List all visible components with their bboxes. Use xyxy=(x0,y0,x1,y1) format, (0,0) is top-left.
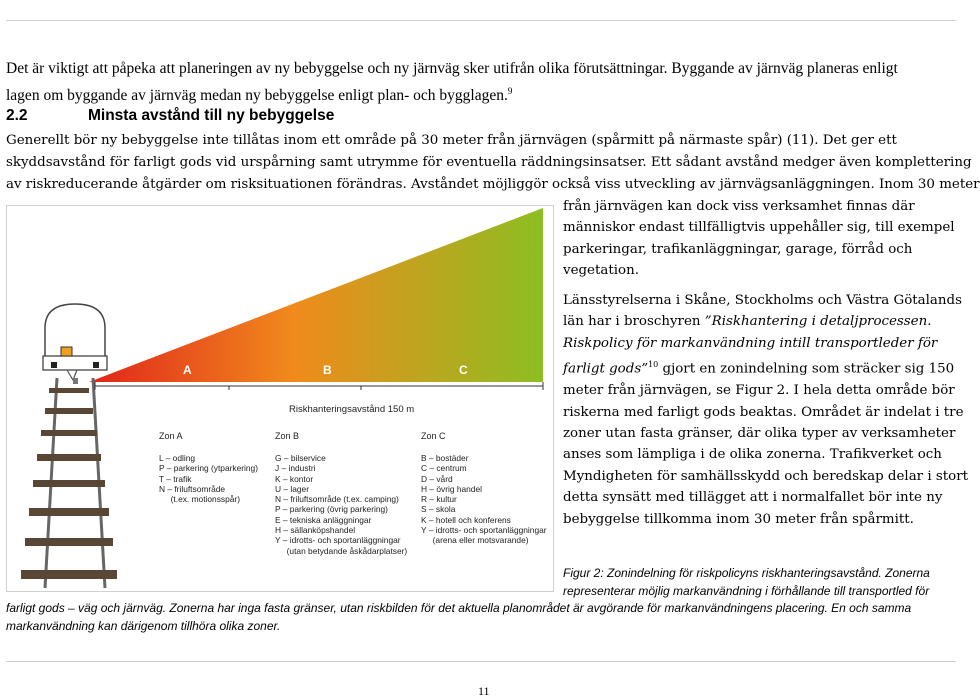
list-item: G – bilservice xyxy=(275,453,326,463)
body-line-2: skyddsavstånd för farligt gods vid urspårning samt utrymme för eventuella räddningsinsatser. Ett sådant avstånd medger även komplettering xyxy=(6,155,972,170)
footnote-ref: 9 xyxy=(507,86,513,96)
top-rule xyxy=(6,20,956,21)
list-item: R – kultur xyxy=(421,494,457,505)
intro-paragraph xyxy=(6,58,956,107)
zone-a-list xyxy=(159,453,258,504)
list-item: S – skola xyxy=(421,504,456,515)
list-item: (utan betydande åskådarplatser) xyxy=(275,545,408,556)
zoning-figure xyxy=(6,205,554,592)
railway-track-icon xyxy=(21,378,117,588)
list-item: J – industri xyxy=(275,463,316,474)
caption-line-2: representerar möjlig markanvändning i förhållande till transportled för xyxy=(563,584,930,598)
body-line-3: av riskreducerande åtgärder om risksituationen förändras. Avståndet möjliggör också viss utveckling av järnvägsanläggningen. Inom 30 meter xyxy=(6,177,980,192)
list-item: (arena eller motsvarande) xyxy=(421,535,529,546)
zone-c-title: Zon C xyxy=(421,431,446,441)
list-item: D – vård xyxy=(421,473,453,484)
list-item: N – friluftsområde (t.ex. camping) xyxy=(275,494,399,505)
page-number: 11 xyxy=(478,684,490,698)
list-item: L – odling xyxy=(159,453,196,463)
caption-line-1: Figur 2: Zonindelning för riskpolicyns riskhanteringsavstånd. Zonerna xyxy=(563,566,930,580)
caption-line-4: markanvändning kan därigenom tillhöra olika zoner. xyxy=(6,619,281,633)
list-item: K – hotell och konferens xyxy=(421,514,511,525)
list-item: N – friluftsområde xyxy=(159,483,226,494)
train-icon xyxy=(43,304,107,384)
distance-label: Riskhanteringsavstånd 150 m xyxy=(289,404,415,415)
zone-b-title: Zon B xyxy=(275,431,300,441)
section-heading xyxy=(6,107,334,125)
zone-letter-a: A xyxy=(183,363,192,377)
list-item: U – lager xyxy=(275,483,309,494)
zone-letter-b: B xyxy=(323,363,332,377)
list-item: Y – idrotts- och sportanläggningar xyxy=(421,525,547,536)
intro-line-2: lagen om byggande av järnväg medan ny bebyggelse enligt plan- och bygglagen.$^9$ xyxy=(6,86,513,105)
intro-line-1: Det är viktigt att påpeka att planeringen av ny bebyggelse och ny järnväg sker utifrån olika förutsättningar. Byggande av järnväg planeras enligt xyxy=(6,60,898,77)
distance-arrow xyxy=(95,382,543,390)
list-item: P – parkering (övrig parkering) xyxy=(275,504,388,515)
list-item: E – tekniska anläggningar xyxy=(275,514,372,525)
list-item: H – sällanköpshandel xyxy=(275,525,356,536)
list-item: P – parkering (ytparkering) xyxy=(159,463,258,474)
caption-line-3: farligt gods – väg och järnväg. Zonerna har inga fasta gränser, utan riskbilden för det aktuella planområdet är avgörande för markanvändningens placering. En och samma xyxy=(6,601,912,615)
right-column-paragraph-1: från järnvägen kan dock viss verksamhet finnas där människor endast tillfälligtvis uppehåller sig, till exempel parkeringar, trafikanläggningar, garage, förråd och vegetation. xyxy=(563,199,955,279)
zone-b-list xyxy=(275,453,407,556)
zone-a-title: Zon A xyxy=(159,431,183,441)
section-number: 2.2 xyxy=(6,107,28,124)
list-item: Y – idrotts- och sportanläggningar xyxy=(275,535,401,546)
zone-c-list xyxy=(421,453,547,546)
list-item: T – trafik xyxy=(159,473,192,484)
list-item: B – bostäder xyxy=(421,453,469,463)
right-column-paragraph-2: Länsstyrelserna i Skåne, Stockholms och Västra Götalands län har i broschyren ”Riskhantering i detaljprocessen. Riskpolicy för markanvändning intill transportleder för farligt gods”$^{10}$ gjort en zonindelning som sträcker sig 150 meter från järnvägen, se Figur 2. I hela detta område bör riskerna med farligt gods beaktas. Området är indelat i tre zoner utan fasta gränser, där olika typer av verksamheter anses som lämpliga i de olika zonerna. Trafikverket och Myndigheten för samhällsskydd och beredskap delar i stort detta synsätt med tillägget att i normalfallet bör inte ny bebyggelse tillkomma inom 30 meter från spårmitt. xyxy=(563,293,968,527)
body-line-1: Generellt bör ny bebyggelse inte tillåtas inom ett område på 30 meter från järnvägen (spårmitt på närmaste spår) (11). Det ger ett xyxy=(6,133,897,148)
list-item: K – kontor xyxy=(275,473,314,484)
list-item: (t.ex. motionsspår) xyxy=(159,494,240,505)
section-title: Minsta avstånd till ny bebyggelse xyxy=(88,107,335,124)
bottom-rule xyxy=(6,661,956,662)
list-item: C – centrum xyxy=(421,463,467,474)
risk-gradient-triangle xyxy=(89,208,543,382)
zone-letter-c: C xyxy=(459,363,468,377)
list-item: H – övrig handel xyxy=(421,483,482,494)
